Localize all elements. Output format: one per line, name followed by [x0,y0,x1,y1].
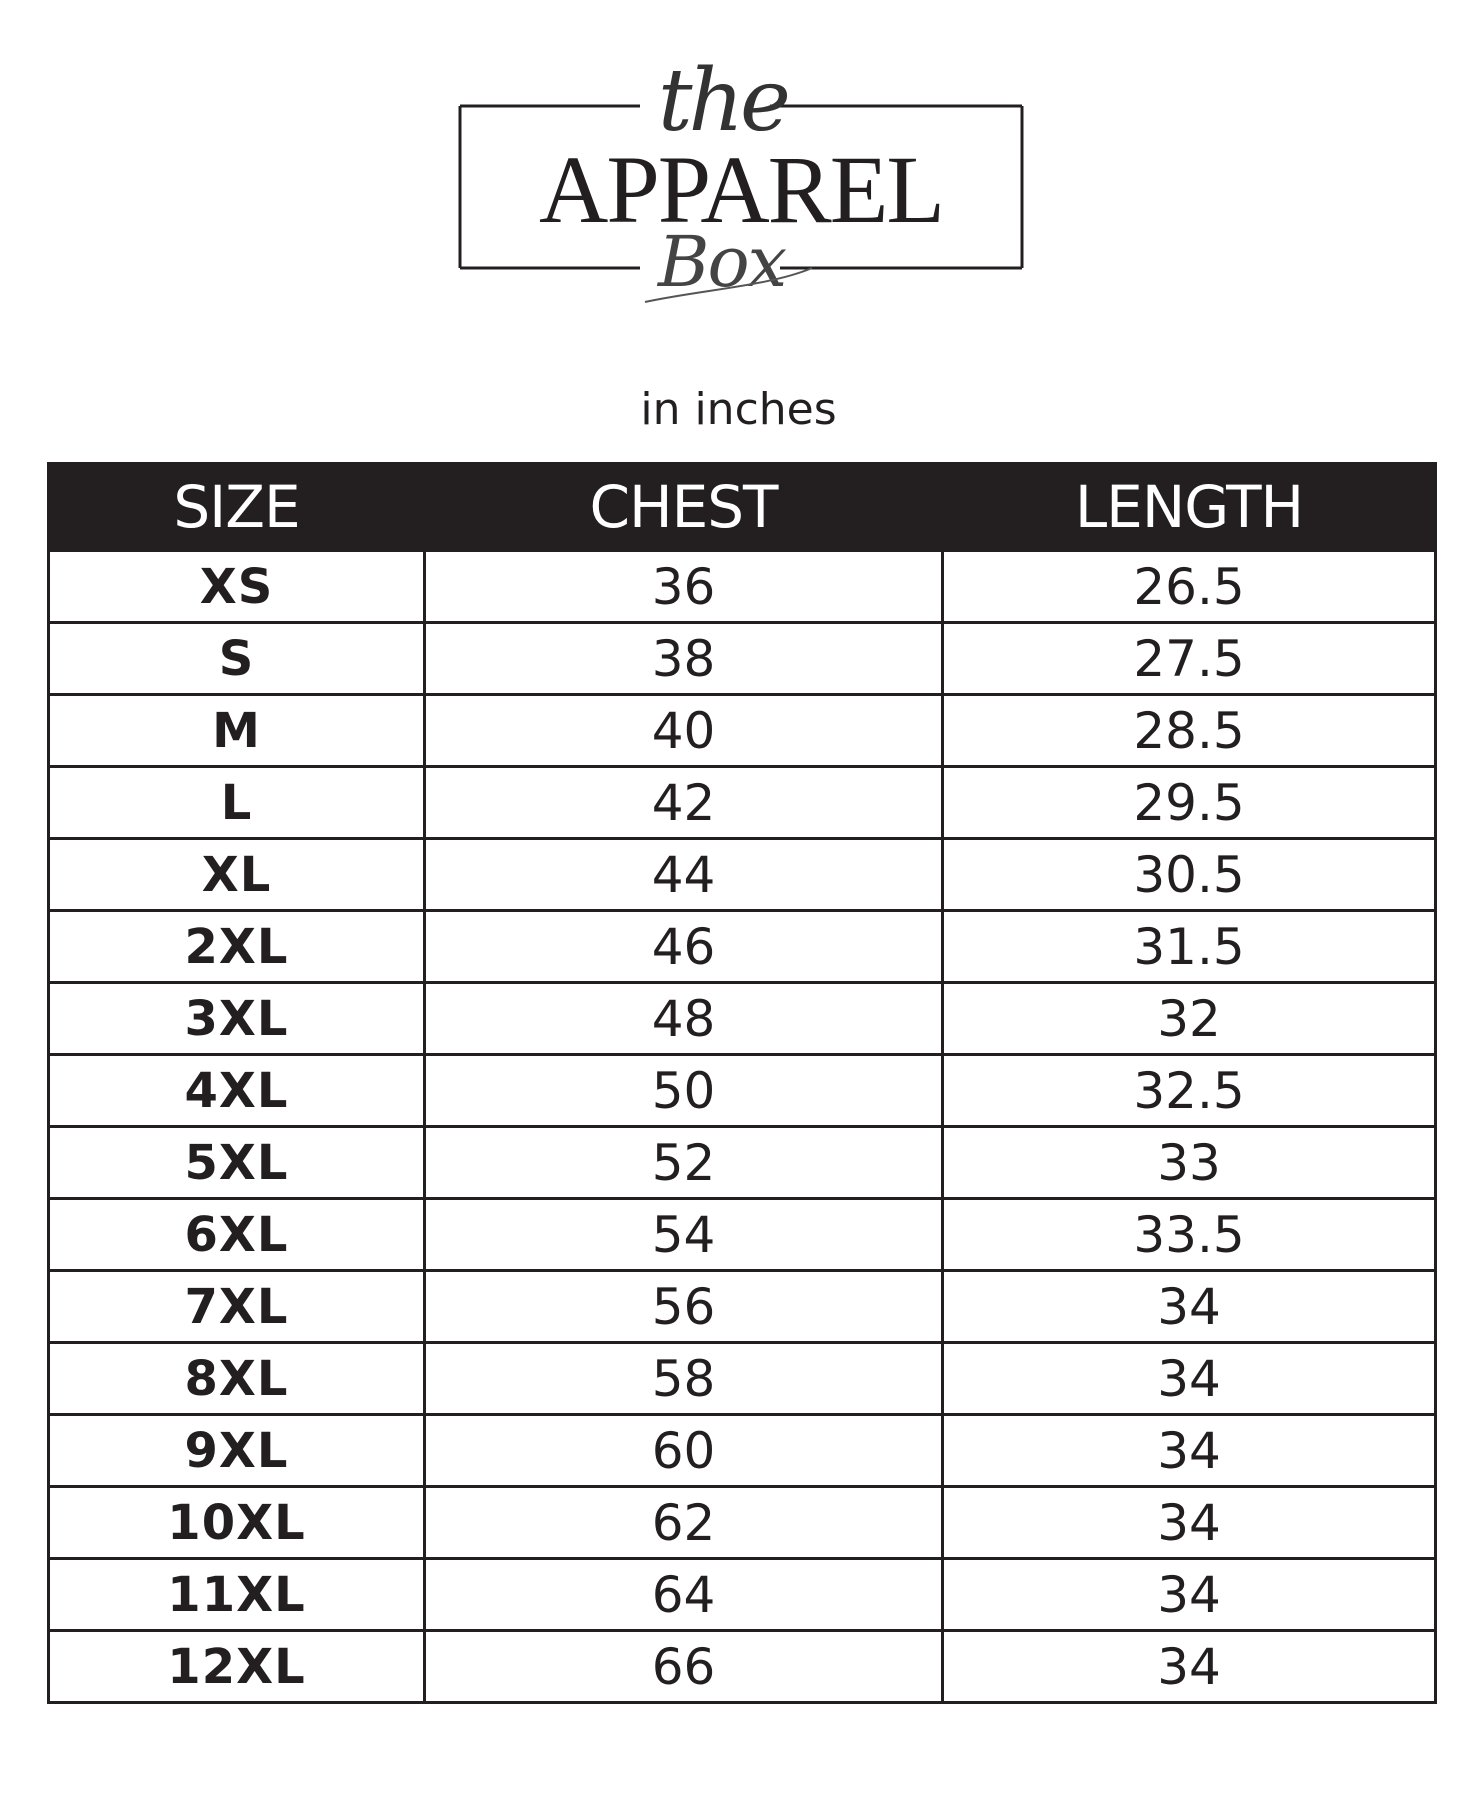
chest-cell: 66 [425,1631,943,1703]
chest-cell: 44 [425,839,943,911]
length-cell: 34 [943,1487,1436,1559]
table-row [49,1487,1436,1559]
chest-cell: 38 [425,623,943,695]
table-row [49,1055,1436,1127]
table-row [49,1343,1436,1415]
chest-cell: 60 [425,1415,943,1487]
chest-cell: 36 [425,551,943,623]
logo-script-the: the [658,51,787,151]
header-chest: CHEST [425,464,943,551]
chest-cell: 46 [425,911,943,983]
logo-wordmark: APPAREL [539,136,943,243]
size-cell: M [49,695,425,767]
length-cell: 30.5 [943,839,1436,911]
length-cell: 34 [943,1631,1436,1703]
size-cell: 10XL [49,1487,425,1559]
size-cell: XS [49,551,425,623]
size-cell: 11XL [49,1559,425,1631]
length-cell: 34 [943,1271,1436,1343]
table-header [49,464,1436,551]
size-cell: 12XL [49,1631,425,1703]
size-cell: 5XL [49,1127,425,1199]
chest-cell: 52 [425,1127,943,1199]
size-chart-table [47,462,1437,1704]
size-cell: 8XL [49,1343,425,1415]
table-row [49,551,1436,623]
header-size: SIZE [49,464,425,551]
header-row [49,464,1436,551]
size-cell: 6XL [49,1199,425,1271]
length-cell: 34 [943,1343,1436,1415]
table-row [49,1631,1436,1703]
table-row [49,983,1436,1055]
table-body [49,551,1436,1703]
header-length: LENGTH [943,464,1436,551]
length-cell: 33.5 [943,1199,1436,1271]
size-cell: 2XL [49,911,425,983]
length-cell: 34 [943,1559,1436,1631]
length-cell: 26.5 [943,551,1436,623]
table-row [49,623,1436,695]
size-cell: 4XL [49,1055,425,1127]
table-row [49,695,1436,767]
length-cell: 34 [943,1415,1436,1487]
table-row [49,839,1436,911]
chest-cell: 50 [425,1055,943,1127]
chest-cell: 48 [425,983,943,1055]
table-row [49,911,1436,983]
length-cell: 29.5 [943,767,1436,839]
chest-cell: 64 [425,1559,943,1631]
chest-cell: 54 [425,1199,943,1271]
chest-cell: 58 [425,1343,943,1415]
chest-cell: 62 [425,1487,943,1559]
length-cell: 28.5 [943,695,1436,767]
size-cell: XL [49,839,425,911]
logo-graphic [440,40,1040,320]
length-cell: 32 [943,983,1436,1055]
chest-cell: 42 [425,767,943,839]
length-cell: 27.5 [943,623,1436,695]
chest-cell: 56 [425,1271,943,1343]
chest-cell: 40 [425,695,943,767]
units-label: in inches [640,384,837,435]
size-cell: L [49,767,425,839]
length-cell: 33 [943,1127,1436,1199]
table-row [49,767,1436,839]
length-cell: 31.5 [943,911,1436,983]
table-row [49,1127,1436,1199]
brand-logo [440,40,1040,320]
size-cell: 7XL [49,1271,425,1343]
size-cell: S [49,623,425,695]
table-row [49,1199,1436,1271]
table-row [49,1559,1436,1631]
table-row [49,1271,1436,1343]
table-row [49,1415,1436,1487]
size-cell: 3XL [49,983,425,1055]
length-cell: 32.5 [943,1055,1436,1127]
logo-script-box: Box [658,221,786,303]
size-cell: 9XL [49,1415,425,1487]
